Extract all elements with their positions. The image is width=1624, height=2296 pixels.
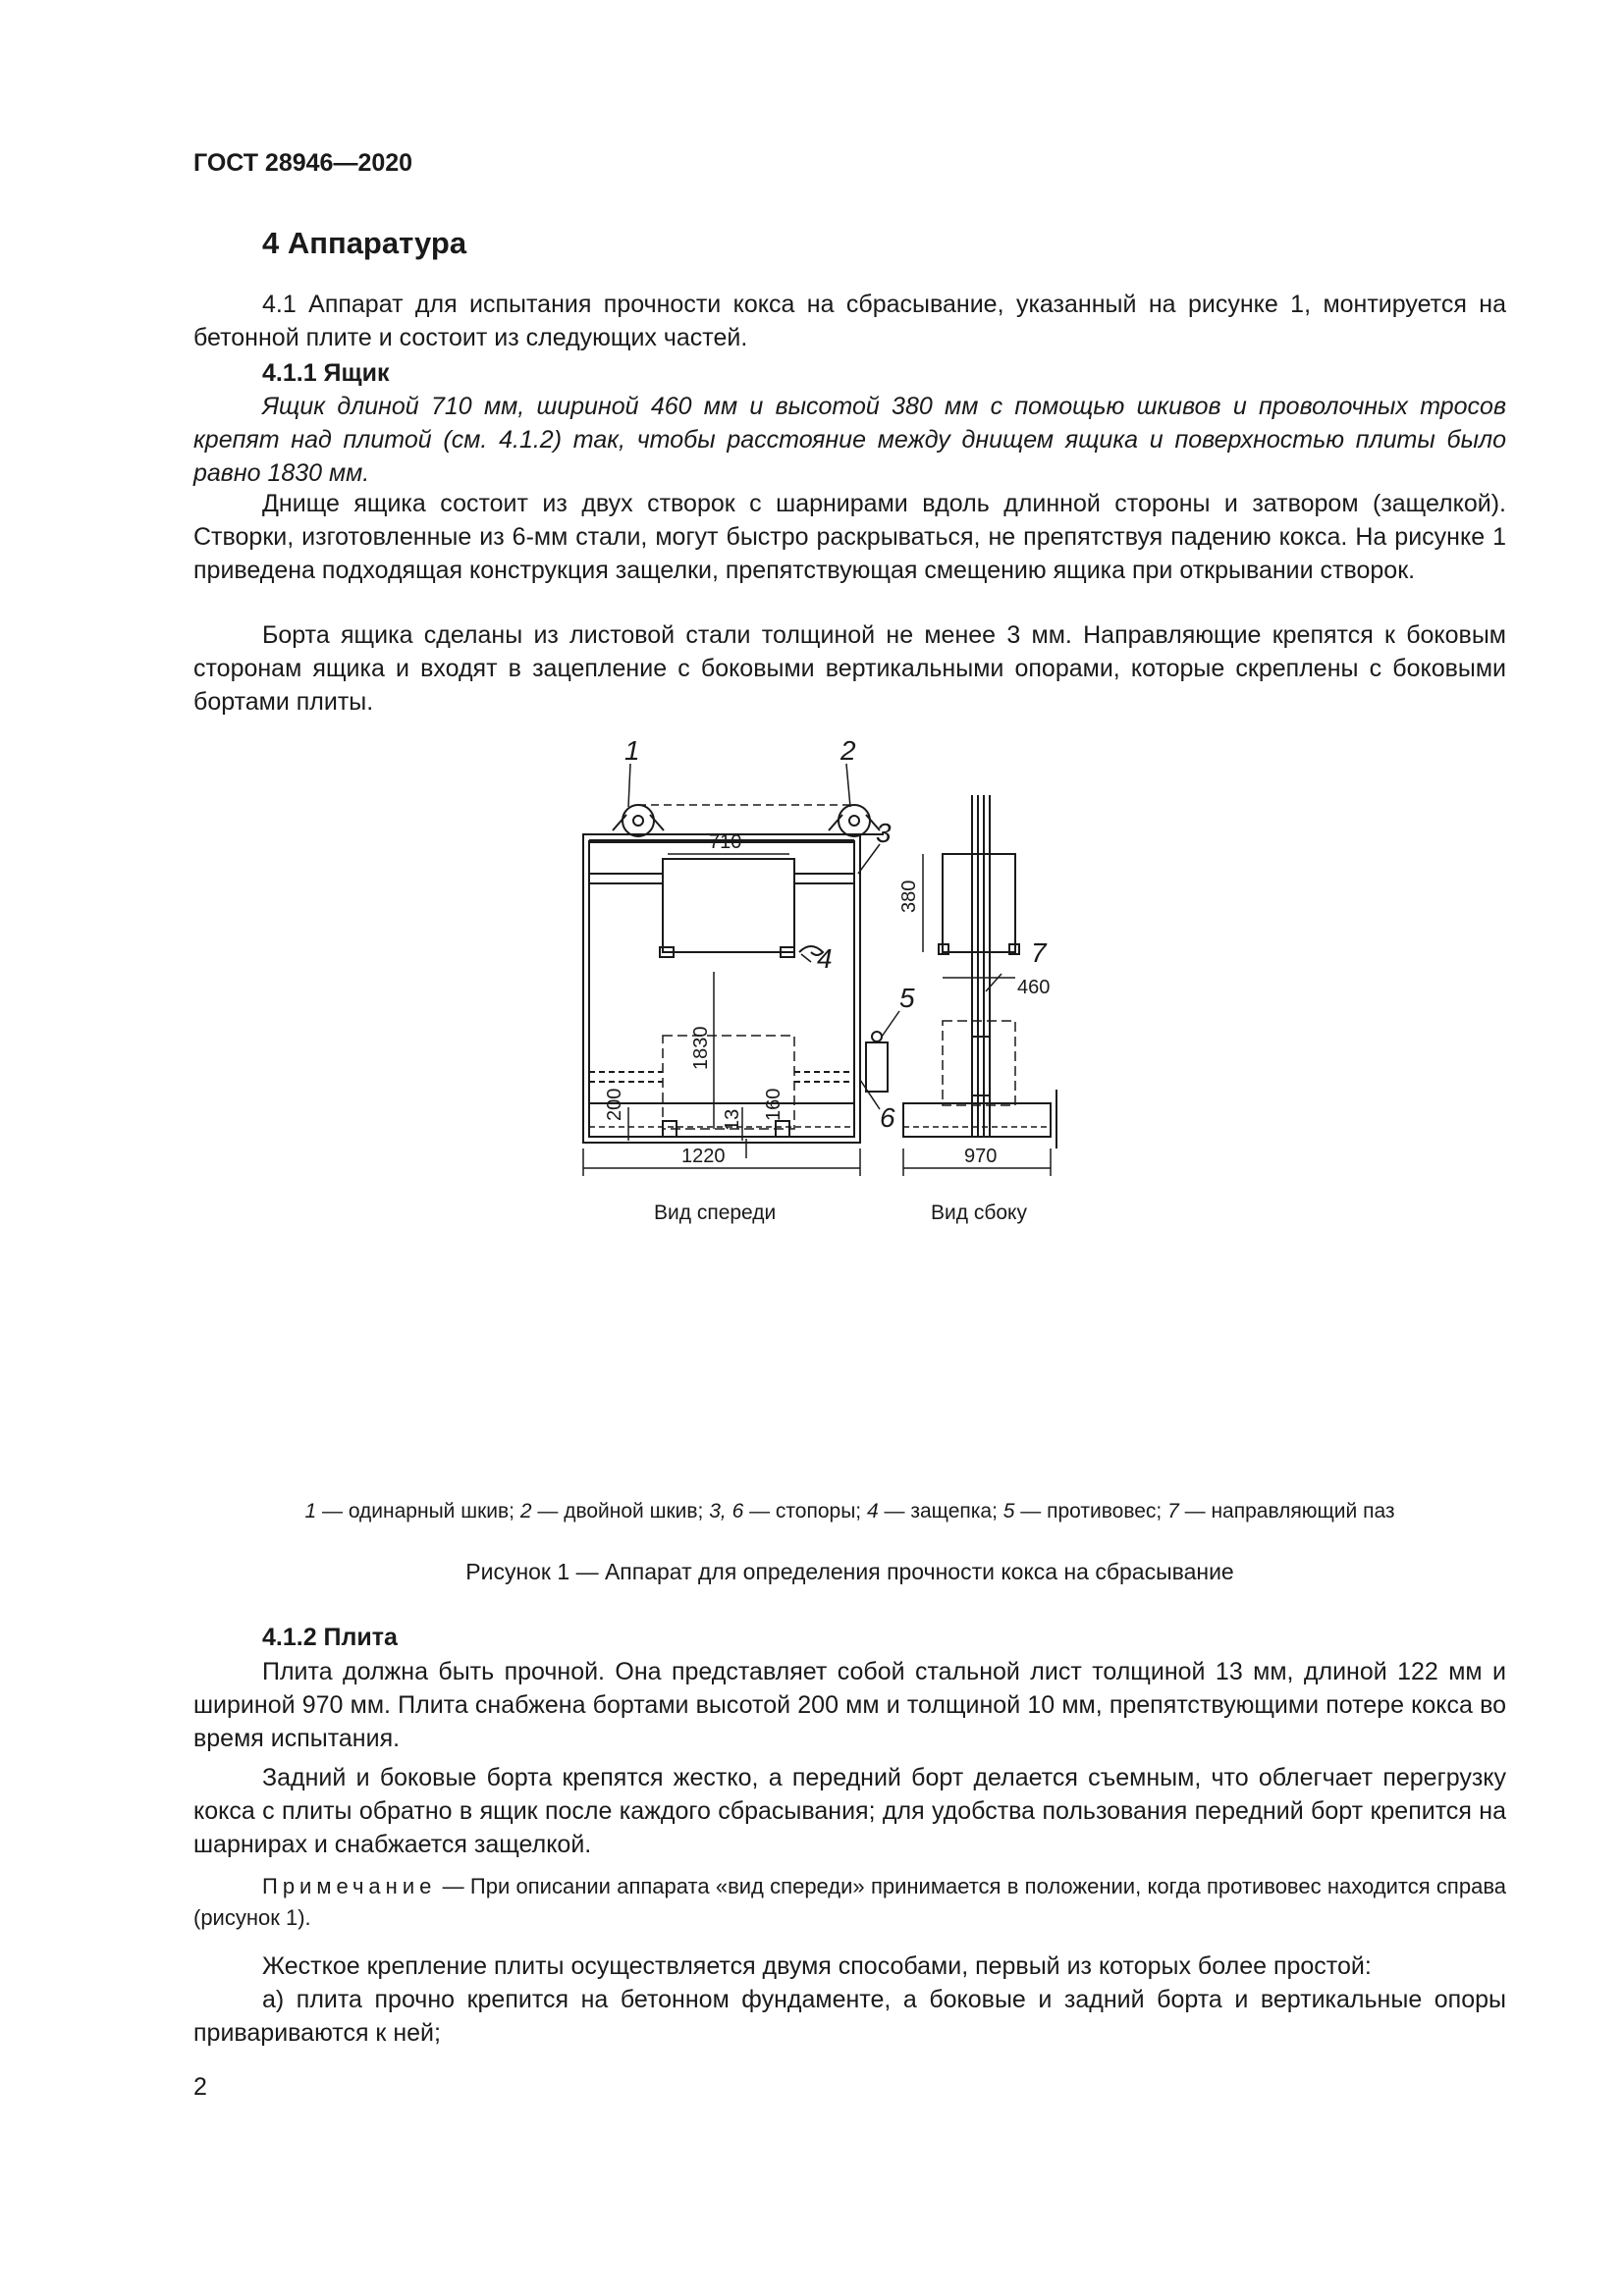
subsection-4-1-1: 4.1.1 Ящик <box>262 359 390 387</box>
figure-apparatus <box>569 736 1119 1482</box>
front-frame <box>583 805 888 1143</box>
legend-text: — одинарный шкив; <box>316 1500 520 1522</box>
legend-text: — двойной шкив; <box>531 1500 710 1522</box>
paragraph-rigid-mount: Жесткое крепление плиты осуществляется двумя способами, первый из которых более простой: <box>262 1952 1372 1980</box>
callout-7: 7 <box>1031 937 1047 968</box>
legend-text: — защепка; <box>878 1500 1003 1522</box>
dim-200: 200 <box>604 1088 625 1121</box>
dim-710: 710 <box>709 831 742 853</box>
callout-3: 3 <box>876 818 892 848</box>
label-side-view: Вид сбоку <box>931 1201 1027 1224</box>
single-pulley-icon <box>623 805 654 836</box>
paragraph-option-a: а) плита прочно крепится на бетонном фундаменте, а боковые и задний борта и вертикальные опоры привариваются к ней; <box>193 1986 1506 2047</box>
subsection-4-1-2: 4.1.2 Плита <box>262 1624 398 1651</box>
legend-num: 4 <box>866 1500 879 1522</box>
dim-460: 460 <box>1017 977 1051 998</box>
legend-text: — стопоры; <box>743 1500 867 1522</box>
section-title: 4 Аппаратура <box>262 226 467 260</box>
legend-text: — противовес; <box>1014 1500 1168 1522</box>
paragraph-plate: Плита должна быть прочной. Она представляет собой стальной лист толщиной 13 мм, длиной 122 мм и шириной 970 мм. Плита снабжена бортами высотой 200 мм и толщиной 10 мм, препятствующими потере кокса во время испытания. <box>193 1658 1506 1752</box>
callout-5: 5 <box>899 983 915 1013</box>
callout-4: 4 <box>817 943 833 974</box>
figure-caption: Рисунок 1 — Аппарат для определения прочности кокса на сбрасывание <box>465 1559 1234 1584</box>
legend-text: — направляющий паз <box>1178 1500 1395 1522</box>
label-front-view: Вид спереди <box>654 1201 777 1224</box>
paragraph-box-bottom: Днище ящика состоит из двух створок с шарнирами вдоль длинной стороны и затвором (защелкой). Створки, изготовленные из 6-мм стали, могут быстро раскрываться, не препятствуя падению кокса. На рисунке 1 приведена подходящая конструкция защелки, препятствующая смещению ящика при открывании створок. <box>193 490 1506 584</box>
dim-970: 970 <box>964 1146 998 1167</box>
paragraph-plate-sides: Задний и боковые борта крепятся жестко, а передний борт делается съемным, что облегчает перегрузку кокса с плиты обратно в ящик после каждого сбрасывания; для удобства пользования передний борт крепится на шарнирах и снабжается защелкой. <box>193 1764 1506 1858</box>
legend-num: 1 <box>304 1500 317 1522</box>
figure-legend <box>193 1500 1506 1523</box>
paragraph-box-spec: Ящик длиной 710 мм, шириной 460 мм и высотой 380 мм с помощью шкивов и проволочных тросов крепят над плитой (см. 4.1.2) так, чтобы расстояние между днищем ящика и поверхностью плиты было равно 1830 мм. <box>193 393 1506 487</box>
paragraph-4-1: 4.1 Аппарат для испытания прочности кокса на сбрасывание, указанный на рисунке 1, монтируется на бетонной плите и состоит из следующих частей. <box>193 291 1506 351</box>
legend-num: 5 <box>1002 1500 1015 1522</box>
dim-160: 160 <box>763 1088 785 1121</box>
note <box>193 1871 1506 1934</box>
box-raised <box>663 859 794 952</box>
dim-380: 380 <box>898 880 920 913</box>
callout-6: 6 <box>880 1102 895 1133</box>
legend-num: 7 <box>1167 1500 1179 1522</box>
legend-num: 3, 6 <box>709 1500 744 1522</box>
dim-13: 13 <box>722 1108 743 1131</box>
page-number: 2 <box>193 2073 207 2101</box>
callout-1: 1 <box>624 736 640 766</box>
callout-2: 2 <box>840 736 856 766</box>
note-label: Примечание <box>262 1874 437 1898</box>
dim-1220: 1220 <box>681 1146 726 1167</box>
double-pulley-icon <box>839 805 870 836</box>
dim-1830: 1830 <box>690 1026 712 1070</box>
note-text: — При описании аппарата «вид спереди» принимается в положении, когда противовес находится справа (рисунок 1). <box>193 1874 1506 1930</box>
page-header: ГОСТ 28946—2020 <box>193 149 413 177</box>
paragraph-box-sides: Борта ящика сделаны из листовой стали толщиной не менее 3 мм. Направляющие крепятся к боковым сторонам ящика и входят в зацепление с боковыми вертикальными опорами, которые скреплены с боковыми бортами плиты. <box>193 621 1506 716</box>
counterweight-icon <box>866 1042 888 1092</box>
legend-num: 2 <box>519 1500 532 1522</box>
